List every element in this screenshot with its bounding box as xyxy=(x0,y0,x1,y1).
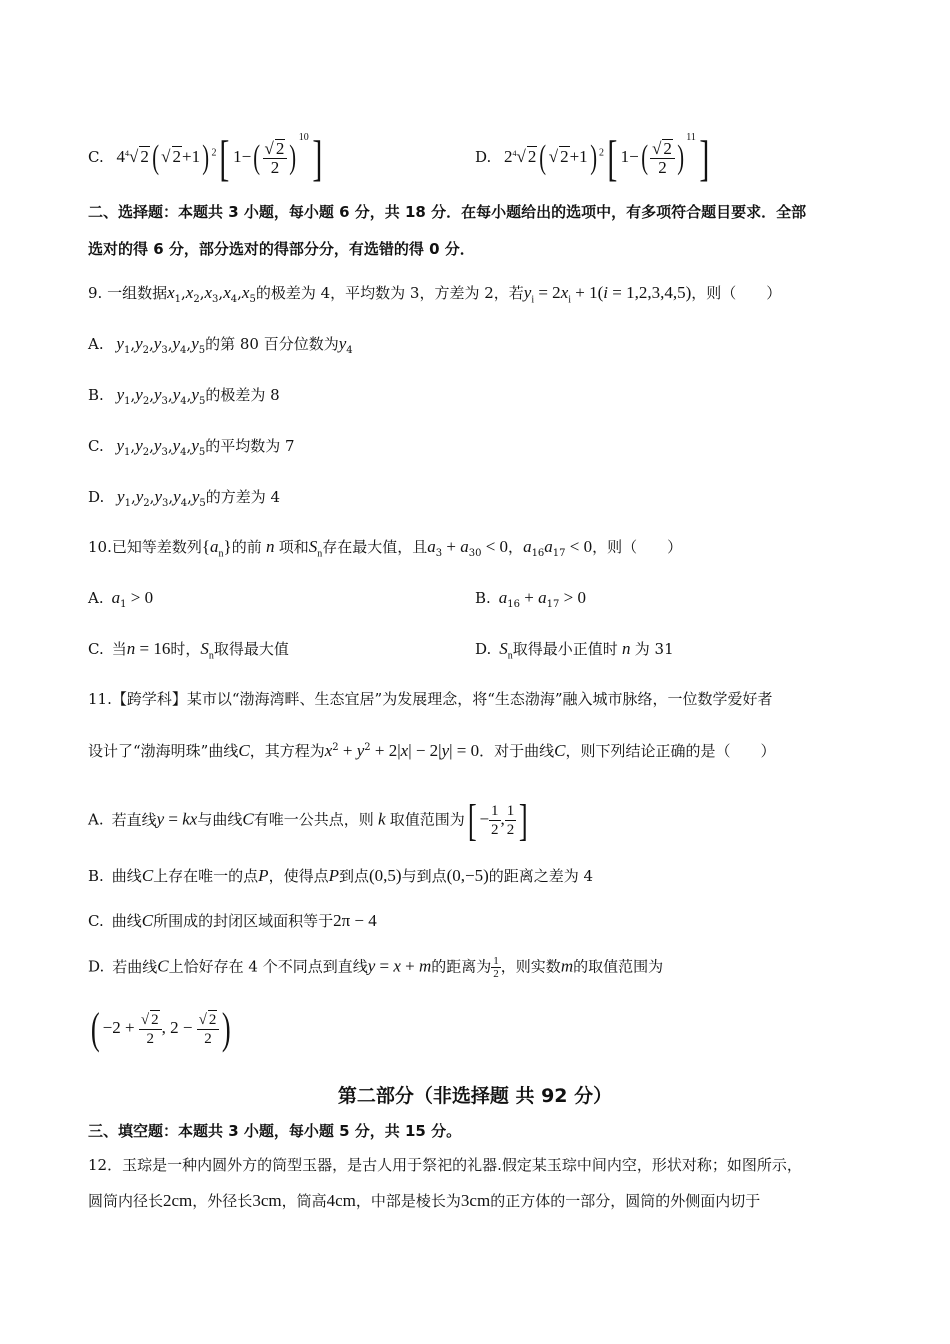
option-label: C. xyxy=(88,148,104,166)
q10-option-a: A. $a_1 > 0$ xyxy=(88,588,154,610)
q10-option-d: D. $S_n$取得最小正值时 n 为 31 xyxy=(475,639,674,662)
q9-option-b: B. $y_1,y_2,y_3,y_4,y_5$的极差为 8 xyxy=(88,385,280,407)
q10-option-b: B. $a_{16} + a_{17} > 0$ xyxy=(475,588,586,610)
q12-line1: 12．玉琮是一种内圆外方的筒型玉器，是古人用于祭祀的礼器.假定某玉琮中间内空，形状对称；如图所示， xyxy=(88,1156,802,1174)
q10-option-c: C. 当n = 16时，$S_n$取得最大值 xyxy=(88,639,289,662)
q9-option-d: D. $y_1,y_2,y_3,y_4,y_5$的方差为 4 xyxy=(88,487,281,509)
q11-stem-line1: 11.【跨学科】某市以“渤海湾畔、生态宜居”为发展理念，将“生态渤海”融入城市脉络，一位数学爱好者 xyxy=(88,690,773,708)
q10-stem: 10.已知等差数列$\{a_n\}$的前 n 项和$S_n$存在最大值，且$a_3 + a_{30} < 0$，$a_{16}a_{17} < 0$，则（ ） xyxy=(88,537,683,560)
q9-option-a: A. $y_1,y_2,y_3,y_4,y_5$的第 80 百分位数为$y_4$ xyxy=(88,334,353,356)
part2-title: 第二部分（非选择题 共 92 分） xyxy=(337,1085,613,1107)
option-label: D. xyxy=(475,148,492,166)
option-c-top: C. $4^4√$ 2( √ 2+1) $^2$[ 1−( $\frac{√ 2}{2}$ )$^{10}$] xyxy=(88,130,323,187)
q11-option-b: B. 曲线C上存在唯一的点P，使得点P到点(0,5)与到点(0,−5)的距离之差为 4 xyxy=(88,866,594,885)
q11-option-d-range: ( −2 + $\frac{√ 2}{2}$ , 2 − $\frac{√ 2}{2}$ ) xyxy=(90,1004,232,1053)
q9-stem: 9. 一组数据$x_1,x_2,x_3,x_4,x_5$的极差为 4，平均数为 3，方差为 2，若$y_i = 2x_i + 1(i = 1,2,3,4,5)$，则（ ） xyxy=(88,283,782,306)
section2-line2: 选对的得 6 分，部分选对的得部分分，有选错的得 0 分． xyxy=(88,240,475,258)
section3-line1: 三、填空题：本题共 3 小题，每小题 5 分，共 15 分。 xyxy=(88,1122,462,1140)
q11-stem-line2: 设计了“渤海明珠”曲线C，其方程为$x^2 + y^2 + 2|x| - 2|y| = 0$．对于曲线C，则下列结论正确的是（ ） xyxy=(88,741,776,760)
q9-option-c: C. $y_1,y_2,y_3,y_4,y_5$的平均数为 7 xyxy=(88,436,295,458)
q11-option-d: D. 若曲线C上恰好存在 4 个不同点到直线y = x + m的距离为 $\frac{1}{2}$ ，则实数m的取值范围为 xyxy=(88,955,664,980)
section2-line1: 二、选择题：本题共 3 小题，每小题 6 分，共 18 分．在每小题给出的选项中，有多项符合题目要求．全部 xyxy=(88,203,807,221)
q11-option-c: C. 曲线C所围成的封闭区域面积等于2π − 4 xyxy=(88,911,377,930)
q12-line2: 圆筒内径长2cm，外径长3cm，筒高4cm，中部是棱长为3cm的正方体的一部分，圆筒的外侧面内切于 xyxy=(88,1191,761,1210)
option-d-top: D. $2^4√$ 2( √ 2+1) $^2$[ 1−( $\frac{√ 2}{2}$ )$^{11}$] xyxy=(475,130,710,187)
q11-option-a: A. 若直线y = kx与曲线C有唯一公共点，则 k 取值范围为[ − $\frac{1}{2}$ , $\frac{1}{2}$ ] xyxy=(88,795,529,845)
